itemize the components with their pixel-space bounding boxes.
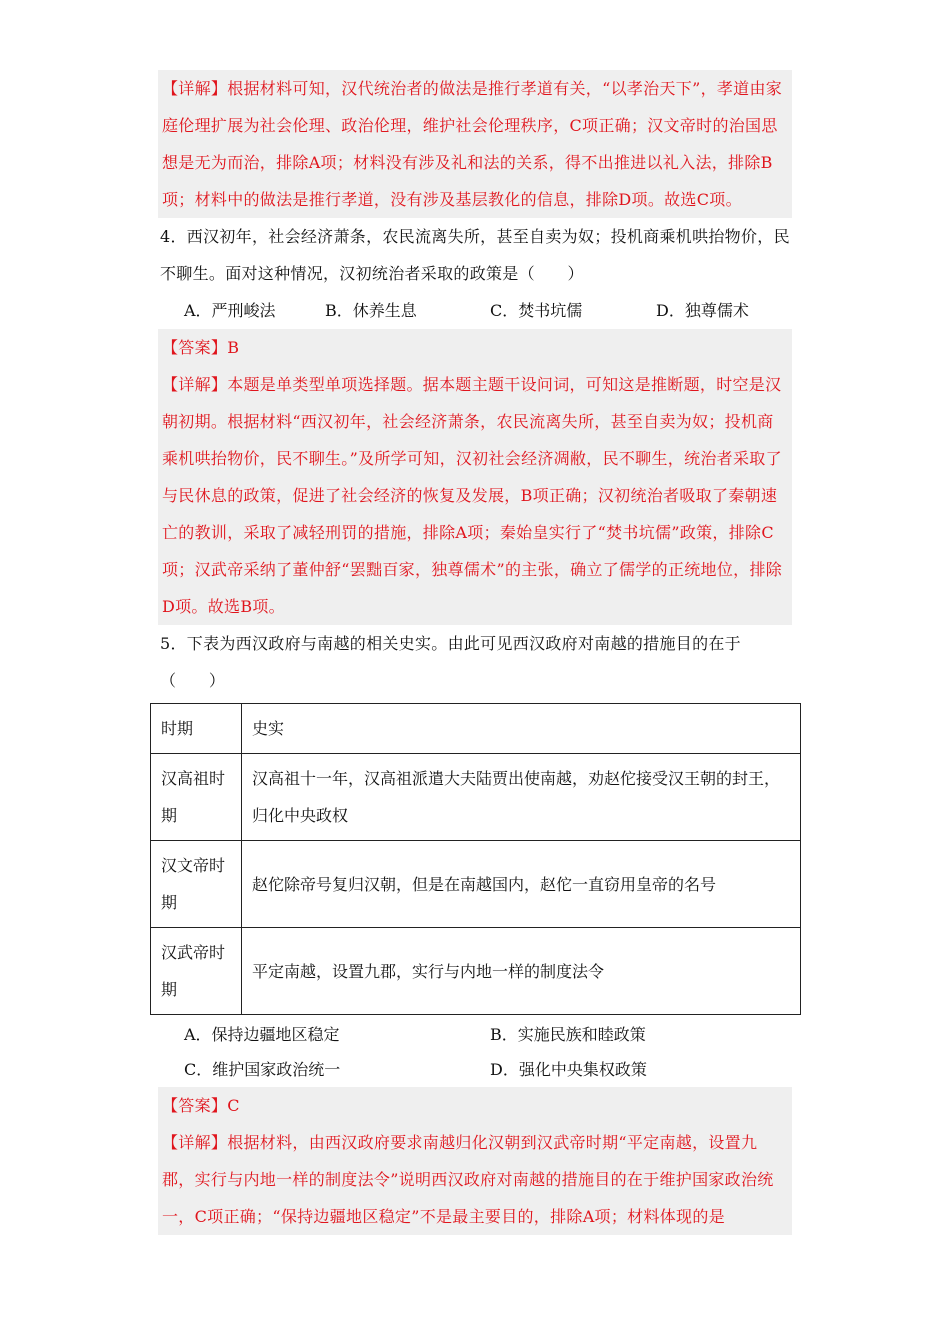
table-header-period: 时期: [151, 704, 242, 754]
detail-tag: 【详解】: [162, 1133, 228, 1152]
table-row: [151, 754, 801, 841]
q5-answer-block: [158, 1087, 792, 1235]
q5-answer: 【答案】C: [162, 1096, 240, 1115]
q4-answer: 【答案】B: [162, 338, 240, 357]
q5-option-a[interactable]: A．保持边疆地区稳定: [184, 1025, 340, 1044]
q5-explanation: [162, 1124, 788, 1235]
detail-tag: 【详解】: [162, 79, 228, 98]
q4-option-a[interactable]: A．严刑峻法: [184, 301, 276, 320]
q4-answer-block: [158, 329, 792, 625]
document-page: [158, 70, 792, 1235]
table-cell-fact: 平定南越，设置九郡，实行与内地一样的制度法令: [242, 928, 801, 1015]
table-cell-fact: 赵佗除帝号复归汉朝，但是在南越国内，赵佗一直窃用皇帝的名号: [242, 841, 801, 928]
table-row: [151, 841, 801, 928]
table-header-facts: 史实: [242, 704, 801, 754]
table-header-row: [151, 704, 801, 754]
q4-option-c[interactable]: C．焚书坑儒: [490, 301, 583, 320]
question-5-options: [158, 1017, 792, 1087]
detail-tag: 【详解】: [162, 375, 228, 394]
question-5-stem: 5．下表为西汉政府与南越的相关史实。由此可见西汉政府对南越的措施目的在于（ ）: [160, 634, 741, 690]
table-cell-period: 汉高祖时期: [151, 754, 242, 841]
q3-explanation-block: [158, 70, 792, 218]
table-cell-fact: 汉高祖十一年，汉高祖派遣大夫陆贾出使南越，劝赵佗接受汉王朝的封王，归化中央政权: [242, 754, 801, 841]
q5-option-d[interactable]: D．强化中央集权政策: [490, 1060, 647, 1079]
q4-option-b[interactable]: B．休养生息: [325, 301, 417, 320]
q3-explanation: [162, 70, 788, 218]
q3-explanation-text: 根据材料可知，汉代统治者的做法是推行孝道有关，“以孝治天下”，孝道由家庭伦理扩展为社会伦理、政治伦理，维护社会伦理秩序，C项正确；汉文帝时的治国思想是无为而治，排除A项；材料没有涉及礼和法的关系，得不出推进以礼入法，排除B项；材料中的做法是推行孝道，没有涉及基层教化的信息，排除D项。故选C项。: [162, 79, 783, 209]
q5-explanation-text: 根据材料，由西汉政府要求南越归化汉朝到汉武帝时期“平定南越，设置九郡，实行与内地一样的制度法令”说明西汉政府对南越的措施目的在于维护国家政治统一，C项正确；“保持边疆地区稳定”不是最主要目的，排除A项；材料体现的是: [162, 1133, 774, 1226]
q5-option-c[interactable]: C．维护国家政治统一: [184, 1060, 341, 1079]
question-4-stem: 4．西汉初年，社会经济萧条，农民流离失所，甚至自卖为奴；投机商乘机哄抬物价，民不聊生。面对这种情况，汉初统治者采取的政策是（ ）: [160, 227, 790, 283]
question-5: [158, 625, 792, 699]
q5-option-b[interactable]: B．实施民族和睦政策: [490, 1025, 646, 1044]
question-4: [158, 218, 792, 292]
history-table: [150, 703, 801, 1015]
q4-option-d[interactable]: D．独尊儒术: [656, 301, 749, 320]
table-cell-period: 汉文帝时期: [151, 841, 242, 928]
question-4-options: [158, 292, 792, 329]
table-row: [151, 928, 801, 1015]
q4-explanation-text: 本题是单类型单项选择题。据本题主题干设问词，可知这是推断题，时空是汉朝初期。根据材料“西汉初年，社会经济萧条，农民流离失所，甚至自卖为奴；投机商乘机哄抬物价，民不聊生。”及所学可知，汉初社会经济凋敝，民不聊生，统治者采取了与民休息的政策，促进了社会经济的恢复及发展，B项正确；汉初统治者吸取了秦朝速亡的教训，采取了减轻刑罚的措施，排除A项；秦始皇实行了“焚书坑儒”政策，排除C项；汉武帝采纳了董仲舒“罢黜百家，独尊儒术”的主张，确立了儒学的正统地位，排除D项。故选B项。: [162, 375, 783, 616]
q4-explanation: [162, 366, 788, 625]
table-cell-period: 汉武帝时期: [151, 928, 242, 1015]
